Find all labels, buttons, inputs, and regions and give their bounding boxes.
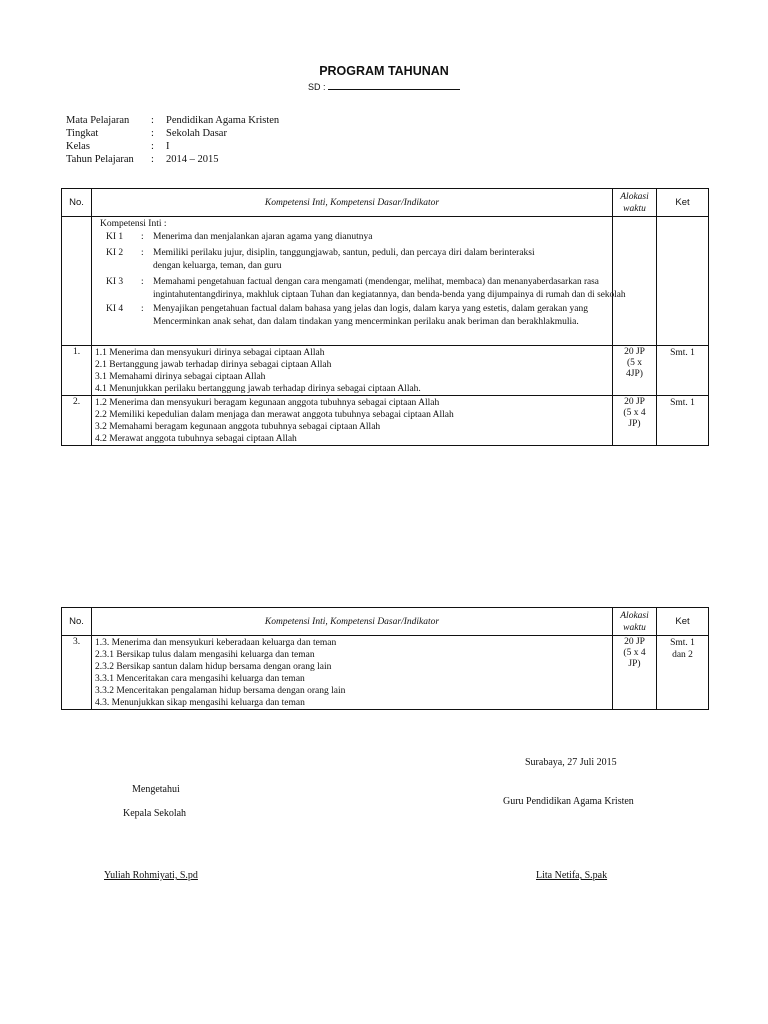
row-indicators: 1.3. Menerima dan mensyukuri keberadaan keluarga dan teman 2.3.1 Bersikap tulus dalam mengasihi keluarga dan teman 2.3.2 Bersikap santun dalam hidup bersama dengan orang lain 3.3.1 Menceritakan cara mengasihi keluarga dan teman 3.3.2 Menceritakan pengalaman hidup bersama dengan orang lain 4.3. Menunjukkan sikap mengasihi keluarga dan teman bbox=[92, 636, 613, 710]
row-alokasi: 20 JP (5 x 4 JP) bbox=[613, 396, 657, 446]
acknowledged-label: Mengetahui bbox=[132, 784, 180, 795]
header-ket: Ket bbox=[657, 608, 709, 636]
teacher-name: Lita Netifa, S.pak bbox=[536, 870, 608, 881]
subject-info: Mata Pelajaran : Pendidikan Agama Kristen Tingkat : Sekolah Dasar Kelas : I Tahun Pelajaran : 2014 – 2015 bbox=[66, 115, 280, 165]
table-row bbox=[62, 346, 709, 396]
header-alokasi: Alokasi waktu bbox=[613, 608, 657, 636]
row-number: 2. bbox=[62, 396, 92, 446]
table-header-row bbox=[62, 608, 709, 636]
kompetensi-inti-heading: Kompetensi Inti : bbox=[100, 219, 167, 229]
row-indicators: 1.2 Menerima dan mensyukuri beragam kegunaan anggota tubuhnya sebagai ciptaan Allah 2.2 Memiliki kepedulian dalam menjaga dan merawat anggota tubuhnya sebagai ciptaan Allah 3.2 Memahami beragam kegunaan anggota tubuhnya sebagai ciptaan Allah 4.2 Merawat anggota tubuhnya sebagai ciptaan Allah bbox=[92, 396, 613, 446]
place-date: Surabaya, 27 Juli 2015 bbox=[525, 757, 617, 768]
row-number: 3. bbox=[62, 636, 92, 710]
table-header-row bbox=[62, 189, 709, 217]
principal-title: Kepala Sekolah bbox=[123, 808, 187, 819]
header-kompetensi: Kompetensi Inti, Kompetensi Dasar/Indikator bbox=[92, 608, 613, 636]
sd-blank-line bbox=[328, 81, 460, 90]
header-no: No. bbox=[62, 189, 92, 217]
header-kompetensi: Kompetensi Inti, Kompetensi Dasar/Indikator bbox=[92, 189, 613, 217]
page-title: PROGRAM TAHUNAN bbox=[319, 64, 449, 78]
table-row bbox=[62, 396, 709, 446]
kompetensi-inti-row bbox=[62, 217, 709, 346]
kompetensi-inti-block: Kompetensi Inti : KI 1 : Menerima dan menjalankan ajaran agama yang dianutnya KI 2 : Memiliki perilaku jujur, disiplin, tanggungjawab, santun, peduli, dan percaya diri dalam berinteraksi dengan keluarga, teman, dan guru KI 3 : Memahami pengetahuan factual dengan cara mengamati (mendengar, melihat, membaca) dan menanyaberdasarkan rasa ingintahutentangdirinya, makhluk ciptaan Tuhan dan kegiatannya, dan benda-benda yang dijumpainya di rumah dan di sekolah KI 4 : Menyajikan pengetahuan factual dalam bahasa yang jelas dan logis, dalam karya yang estetis, dalam gerakan yang Mencerminkan anak sehat, dan dalam tindakan yang mencerminkan perilaku anak beriman dan berakhlakmulia. bbox=[100, 219, 626, 327]
row-indicators: 1.1 Menerima dan mensyukuri dirinya sebagai ciptaan Allah 2.1 Bertanggung jawab terhadap dirinya sebagai ciptaan Allah 3.1 Memahami dirinya sebagai ciptaan Allah 4.1 Menunjukkan perilaku bertanggung jawab terhadap dirinya sebagai ciptaan Allah. bbox=[92, 346, 613, 396]
row-ket: Smt. 1 bbox=[657, 346, 709, 396]
row-alokasi: 20 JP (5 x 4JP) bbox=[613, 346, 657, 396]
header-alokasi: Alokasi waktu bbox=[613, 189, 657, 217]
row-ket: Smt. 1 dan 2 bbox=[657, 636, 709, 710]
program-table-2 bbox=[61, 607, 709, 710]
sd-label: SD : bbox=[307, 82, 326, 92]
teacher-title: Guru Pendidikan Agama Kristen bbox=[503, 796, 634, 807]
row-number: 1. bbox=[62, 346, 92, 396]
header-ket: Ket bbox=[657, 189, 709, 217]
principal-name: Yuliah Rohmiyati, S.pd bbox=[104, 870, 198, 881]
table-row bbox=[62, 636, 709, 710]
row-alokasi: 20 JP (5 x 4 JP) bbox=[613, 636, 657, 710]
header-no: No. bbox=[62, 608, 92, 636]
program-table-1 bbox=[61, 188, 709, 446]
row-ket: Smt. 1 bbox=[657, 396, 709, 446]
school-line bbox=[0, 81, 768, 92]
